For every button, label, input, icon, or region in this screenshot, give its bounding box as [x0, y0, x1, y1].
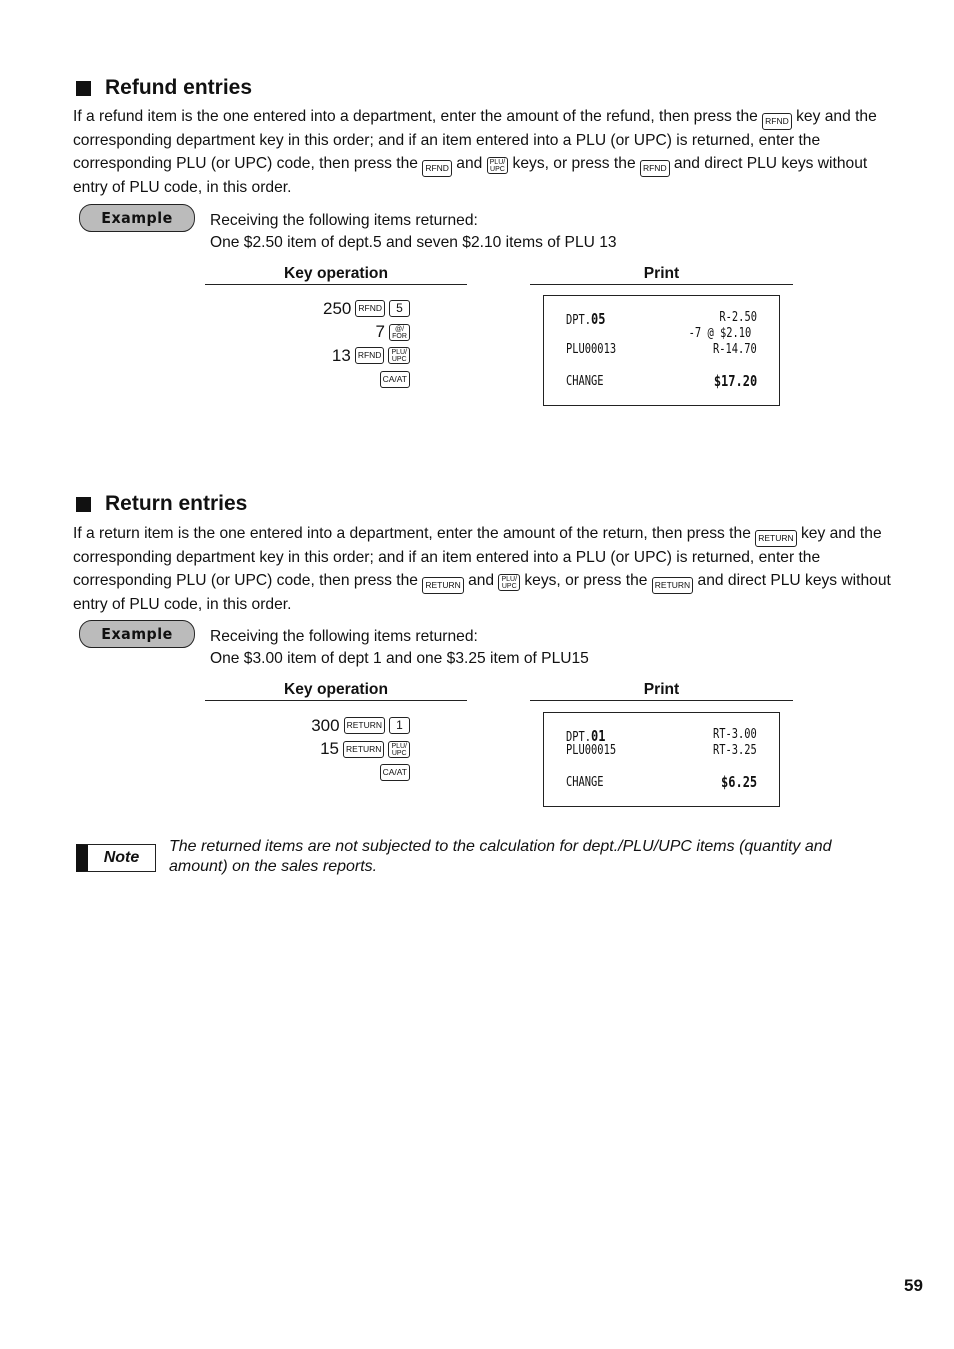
return-op-row — [260, 738, 410, 762]
plu-upc-key-icon: PLU/ UPC — [487, 157, 509, 174]
dept1-key-icon: 1 — [389, 717, 410, 734]
receipt-change-label: CHANGE — [566, 775, 604, 790]
rfnd-key-icon: RFND — [355, 347, 385, 364]
refund-desc-part4: keys, or press the — [512, 154, 636, 172]
receipt-dept-amount: R-2.50 — [719, 310, 757, 325]
return-example-line1: Receiving the following items returned: — [210, 628, 478, 645]
return-key-icon: RETURN — [652, 577, 693, 594]
refund-receipt — [543, 295, 780, 406]
op-number: 15 — [320, 739, 340, 759]
return-keyop-header: Key operation — [205, 681, 467, 701]
receipt-dept-label: DPT.05 — [566, 310, 606, 328]
return-key-icon: RETURN — [343, 741, 384, 758]
plu-upc-key-icon: PLU/ UPC — [388, 741, 410, 758]
receipt-change-label: CHANGE — [566, 374, 604, 389]
ca-at-key-icon: CA/AT — [380, 371, 410, 388]
return-key-icon: RETURN — [422, 577, 463, 594]
return-key-icon: RETURN — [755, 530, 796, 547]
refund-example-badge: Example — [79, 204, 195, 232]
refund-keyop-header: Key operation — [205, 265, 467, 285]
refund-desc-part1: If a refund item is the one entered into a department, enter the amount of the refund, then press the — [73, 108, 758, 125]
square-bullet-icon — [76, 81, 91, 96]
dept5-key-icon: 5 — [389, 300, 410, 317]
op-number: 300 — [311, 715, 340, 735]
refund-title-text: Refund entries — [105, 76, 253, 99]
refund-op-row — [260, 368, 410, 392]
return-key-icon: RETURN — [344, 717, 385, 734]
refund-example-text — [210, 210, 617, 254]
return-desc-part5: and direct PLU keys without entry of PLU code, in this order. — [73, 571, 891, 613]
refund-key-operations — [260, 297, 410, 391]
square-bullet-icon — [76, 497, 91, 512]
refund-op-row — [260, 344, 410, 368]
return-key-operations — [260, 714, 410, 785]
refund-desc-part5: and direct PLU keys without entry of PLU code, in this order. — [73, 154, 868, 196]
return-receipt — [543, 712, 780, 807]
receipt-plu-label: PLU00015 — [566, 743, 617, 758]
receipt-change-amount: $6.25 — [720, 773, 757, 791]
receipt-change-amount: $17.20 — [713, 372, 757, 390]
op-number: 7 — [375, 322, 385, 342]
receipt-plu-label: PLU00013 — [566, 342, 617, 357]
note-label: Note — [103, 849, 140, 866]
ca-at-key-icon: CA/AT — [380, 764, 410, 781]
rfnd-key-icon: RFND — [355, 300, 385, 317]
return-section-title — [76, 492, 247, 516]
rfnd-key-icon: RFND — [640, 160, 670, 177]
receipt-plu-amount: RT-3.25 — [713, 743, 757, 758]
note-badge — [76, 844, 156, 872]
refund-op-row — [260, 297, 410, 321]
return-op-row — [260, 761, 410, 785]
refund-op-row — [260, 321, 410, 345]
rfnd-key-icon: RFND — [762, 113, 792, 130]
return-example-text — [210, 626, 589, 670]
note-text: The returned items are not subjected to the calculation for dept./PLU/UPC items (quantity and amount) on the sales reports. — [169, 838, 832, 875]
rfnd-key-icon: RFND — [422, 160, 452, 177]
op-number: 13 — [331, 345, 351, 365]
refund-description — [73, 106, 905, 199]
return-print-header: Print — [530, 681, 793, 701]
return-description — [73, 523, 905, 616]
op-number: 250 — [323, 298, 352, 318]
refund-desc-part3: and — [456, 154, 483, 172]
refund-example-line1: Receiving the following items returned: — [210, 212, 478, 229]
receipt-dept-amount: RT-3.00 — [713, 727, 757, 742]
return-desc-part3: and — [468, 571, 495, 589]
plu-upc-key-icon: PLU/ UPC — [388, 347, 410, 364]
return-title-text: Return entries — [105, 492, 248, 515]
receipt-plu-amount: R-14.70 — [713, 342, 757, 357]
receipt-dept-label: DPT.01 — [566, 727, 606, 745]
page-number: 59 — [904, 1276, 923, 1295]
plu-upc-key-icon: PLU/ UPC — [498, 574, 520, 591]
receipt-qty-line: -7 @ $2.10 — [688, 326, 751, 341]
refund-example-line2: One $2.50 item of dept.5 and seven $2.10 items of PLU 13 — [210, 234, 617, 251]
refund-print-header: Print — [530, 265, 793, 285]
return-op-row — [260, 714, 410, 738]
return-desc-part2: key and the corresponding department key in this order; and if an item entered into a PLU (or UPC) is returned, enter the corresponding PLU (or UPC) code, then press the — [73, 525, 882, 589]
return-desc-part4: keys, or press the — [524, 571, 648, 589]
multiply-for-key-icon: @/ FOR — [389, 324, 410, 341]
return-desc-part1: If a return item is the one entered into a department, enter the amount of the return, then press the — [73, 525, 751, 542]
return-example-line2: One $3.00 item of dept 1 and one $3.25 item of PLU15 — [210, 650, 589, 667]
refund-section-title — [76, 76, 252, 100]
return-example-badge: Example — [79, 620, 195, 648]
refund-desc-part2: key and the corresponding department key in this order; and if an item entered into a PLU (or UPC) is returned, enter the corresponding PLU (or UPC) code, then press the — [73, 108, 877, 172]
